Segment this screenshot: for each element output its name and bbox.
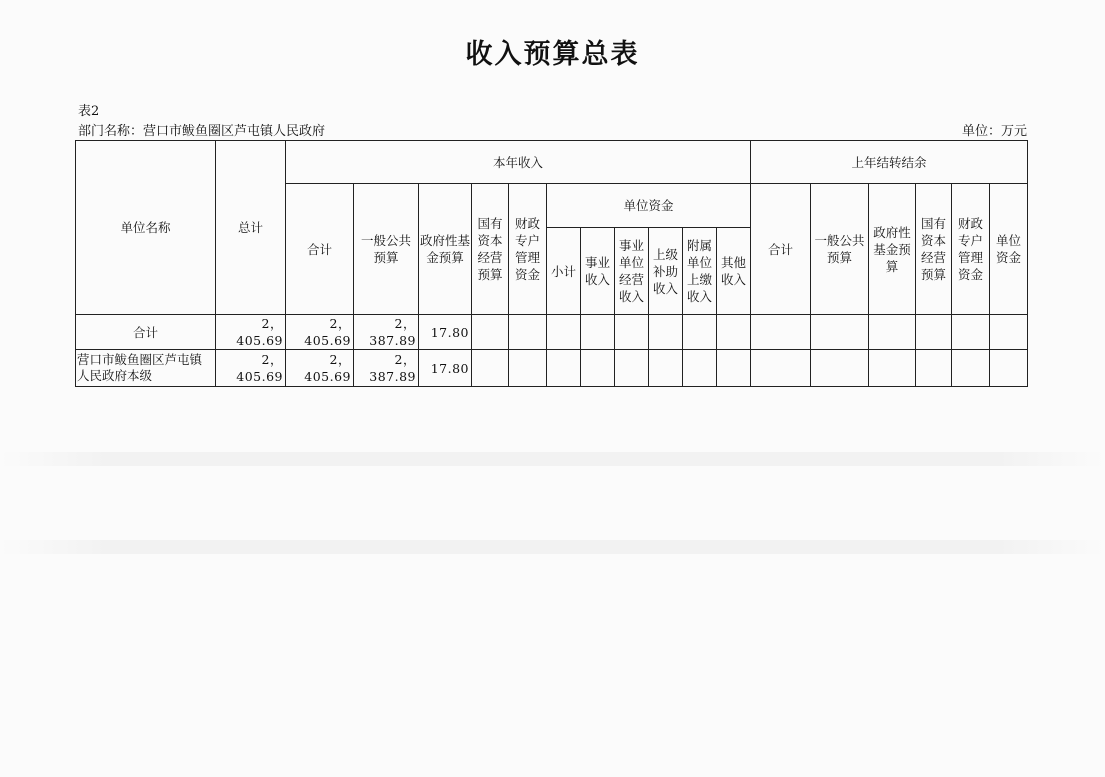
row-general: 2，387.89 [354,315,419,350]
empty-cell [952,350,990,387]
header-affiliate-income: 附属单位上缴收入 [683,228,717,315]
table-row [76,350,1028,387]
empty-cell [990,315,1028,350]
empty-cell [811,315,869,350]
header-sum: 合计 [286,184,354,315]
empty-cell [472,315,509,350]
empty-cell [811,350,869,387]
header-carryover: 上年结转结余 [751,141,1028,184]
row-sum: 2，405.69 [286,315,354,350]
empty-cell [916,315,952,350]
empty-cell [952,315,990,350]
empty-cell [649,315,683,350]
scan-shadow [0,540,1105,554]
page-title: 收入预算总表 [465,39,640,70]
header-other-income: 其他收入 [717,228,751,315]
empty-cell [547,350,581,387]
header-business-income: 事业收入 [581,228,615,315]
row-fund: 17.80 [419,315,472,350]
empty-cell [615,350,649,387]
empty-cell [717,315,751,350]
table-number: 表2 [78,104,100,119]
department-name: 部门名称：营口市鲅鱼圈区芦屯镇人民政府 [78,124,326,139]
header-state-capital: 国有资本经营预算 [472,184,509,315]
row-name: 营口市鲅鱼圈区芦屯镇人民政府本级 [76,350,216,387]
table-row [76,315,1028,350]
empty-cell [581,315,615,350]
header-current-income: 本年收入 [286,141,751,184]
header-general-budget: 一般公共预算 [354,184,419,315]
header-carry-fiscal-special: 财政专户管理资金 [952,184,990,315]
header-unit-funds: 单位资金 [547,184,751,228]
header-unit-name: 单位名称 [76,141,216,315]
scan-shadow [0,452,1105,466]
header-carry-sum: 合计 [751,184,811,315]
empty-cell [581,350,615,387]
empty-cell [509,350,547,387]
row-name: 合计 [76,315,216,350]
income-budget-table [75,140,1028,387]
header-business-unit-income: 事业单位经营收入 [615,228,649,315]
header-gov-fund: 政府性基金预算 [419,184,472,315]
header-carry-state-capital: 国有资本经营预算 [916,184,952,315]
header-fiscal-special: 财政专户管理资金 [509,184,547,315]
row-sum: 2，405.69 [286,350,354,387]
empty-cell [615,315,649,350]
row-general: 2，387.89 [354,350,419,387]
header-carry-unit-funds: 单位资金 [990,184,1028,315]
empty-cell [649,350,683,387]
empty-cell [472,350,509,387]
empty-cell [869,350,916,387]
empty-cell [683,350,717,387]
row-total: 2，405.69 [216,315,286,350]
row-fund: 17.80 [419,350,472,387]
empty-cell [751,315,811,350]
header-subsidy-income: 上级补助收入 [649,228,683,315]
unit-label: 单位：万元 [961,124,1027,139]
header-carry-gov-fund: 政府性基金预算 [869,184,916,315]
empty-cell [509,315,547,350]
empty-cell [869,315,916,350]
header-total: 总计 [216,141,286,315]
empty-cell [990,350,1028,387]
empty-cell [717,350,751,387]
empty-cell [683,315,717,350]
empty-cell [547,315,581,350]
empty-cell [751,350,811,387]
row-total: 2，405.69 [216,350,286,387]
header-carry-general: 一般公共预算 [811,184,869,315]
header-subtotal: 小计 [547,228,581,315]
empty-cell [916,350,952,387]
